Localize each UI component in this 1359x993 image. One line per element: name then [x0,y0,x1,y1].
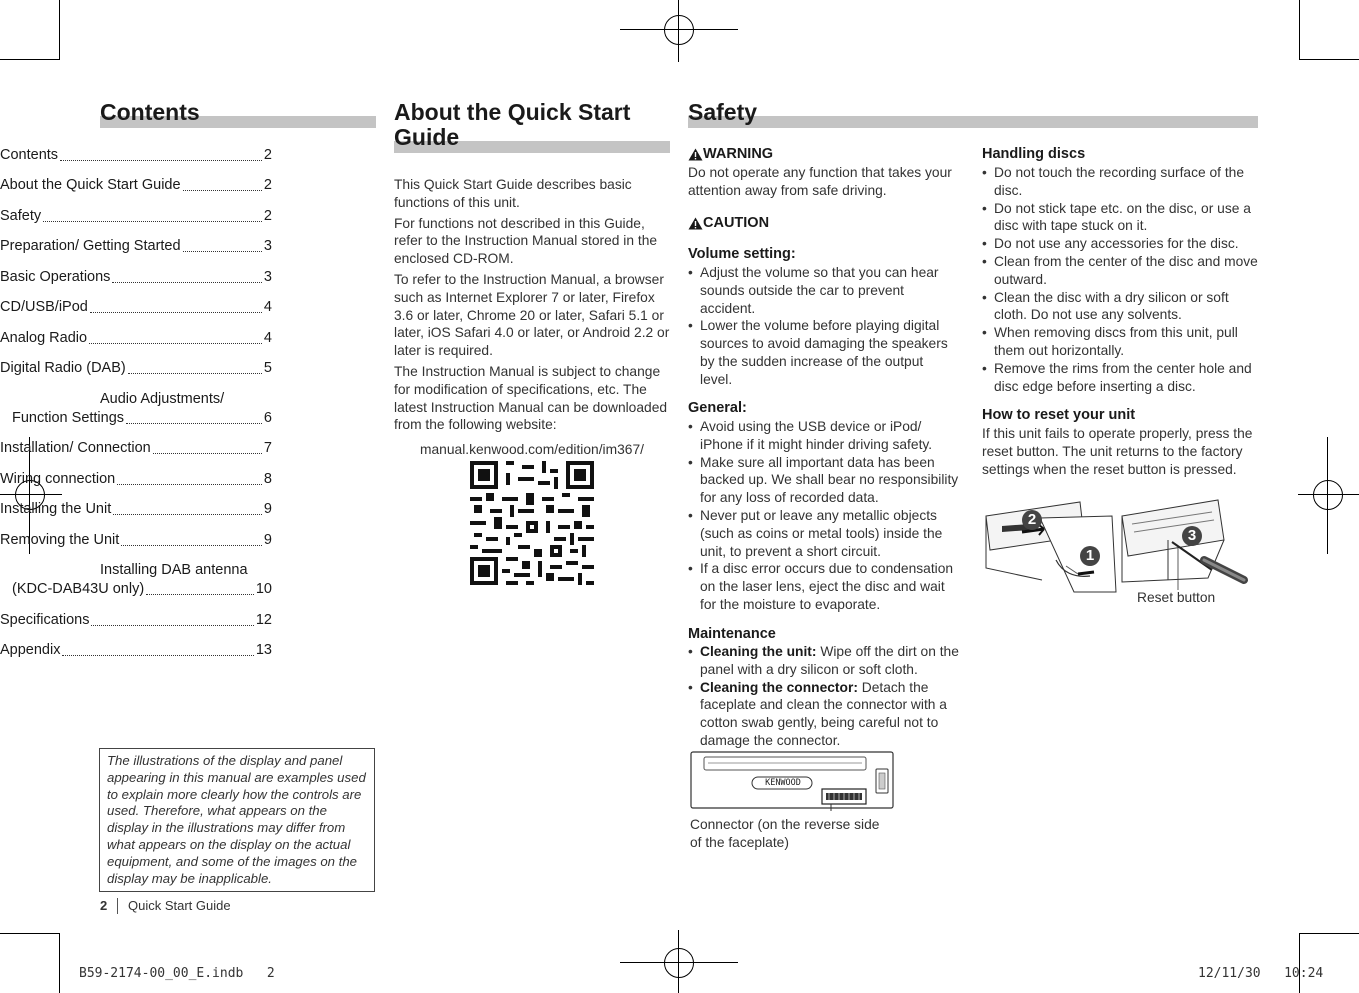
toc-item[interactable]: (KDC-DAB43U only) 10 [12,581,272,597]
toc-item[interactable]: About the Quick Start Guide 2 [0,177,272,193]
toc-item-title-line: Audio Adjustments/ [100,391,225,407]
toc-item[interactable]: Specifications 12 [0,612,272,628]
toc-item[interactable]: Analog Radio 4 [0,330,272,346]
volume-heading: Volume setting: [688,246,796,262]
about-paragraph: To refer to the Instruction Manual, a browser such as Internet Explorer 7 or later, Firefox 3.6 or later, Chrome 20 or later, Safari 5.1 or later, iOS Safari 4.0 or later, or Android 2.2 or later is required. [394,271,670,359]
reset-illustration [982,496,1252,596]
connector-caption: Connector (on the reverse side of the faceplate) [690,817,880,850]
step-badge: 2 [1022,510,1042,530]
list-item: • Clean from the center of the disc and move outward. [982,253,1258,289]
warning-icon [688,217,703,230]
manual-url[interactable]: manual.kenwood.com/edition/im367/ [420,442,644,457]
list-item: • Clean the disc with a dry silicon or soft cloth. Do not use any solvents. [982,289,1258,325]
maintenance-list [688,643,960,750]
toc-item[interactable]: Wiring connection 8 [0,471,272,487]
about-body [394,176,672,437]
list-item: • Make sure all important data has been backed up. We shall bear no responsibility for any loss of recorded data. [688,454,964,507]
crop-mark [59,933,60,993]
step-badge: 1 [1080,546,1100,566]
discs-list [982,164,1258,395]
list-item: • Remove the rims from the center hole and disc edge before inserting a disc. [982,360,1258,396]
about-paragraph: For functions not described in this Guide, refer to the Instruction Manual stored in the enclosed CD-ROM. [394,215,658,267]
list-item: • Cleaning the connector: Detach the faceplate and clean the connector with a cotton swab gently, being careful not to damage the connector. [688,679,960,750]
toc-item[interactable]: CD/USB/iPod 4 [0,299,272,315]
list-item: • When removing discs from this unit, pull them out horizontally. [982,324,1258,360]
crop-mark [1299,933,1359,934]
toc-item[interactable]: Installing the Unit 9 [0,501,272,517]
page-number: 2 [100,898,108,913]
toc-item[interactable]: Basic Operations 3 [0,269,272,285]
qr-code-icon[interactable] [470,461,594,585]
list-item: • Never put or leave any metallic objects (such as coins or metal tools) inside the unit, to prevent a short circuit. [688,507,964,560]
about-paragraph: This Quick Start Guide describes basic functions of this unit. [394,177,632,210]
general-heading: General: [688,400,747,416]
general-list [688,418,964,614]
maintenance-heading: Maintenance [688,626,776,642]
reset-heading: How to reset your unit [982,407,1136,423]
list-item: • Adjust the volume so that you can hear sounds outside the car to prevent accident. [688,264,958,317]
faceplate-illustration [690,751,895,811]
print-date: 12/11/30 10:24 [1198,966,1324,981]
list-item: • Cleaning the unit: Wipe off the dirt on the panel with a dry silicon or soft cloth. [688,643,960,679]
about-heading: About the Quick Start Guide [394,99,631,150]
footer-guide: Quick Start Guide [128,898,231,913]
toc-item[interactable]: Preparation/ Getting Started 3 [0,238,272,254]
crop-mark [1299,0,1300,60]
warning-text: Do not operate any function that takes your attention away from safe driving. [688,165,952,198]
about-paragraph: The Instruction Manual is subject to change for modification of specifications, etc. The latest Instruction Manual can be downloaded from the following website: [394,363,668,433]
file-name: B59-2174-00_00_E.indb 2 [79,966,275,981]
list-item: • Do not touch the recording surface of the disc. [982,164,1258,200]
footer-divider [117,898,118,914]
list-item: • If a disc error occurs due to condensation on the laser lens, eject the disc and wait for the moisture to evaporate. [688,560,964,613]
warning-icon [688,148,703,161]
list-item: • Avoid using the USB device or iPod/ iPhone if it might hinder driving safety. [688,418,964,454]
warning-heading: WARNING [688,146,773,162]
heading-bar [688,116,1258,128]
toc-item-title-line: Installing DAB antenna [100,562,248,578]
safety-heading: Safety [688,99,758,125]
toc-item[interactable]: Safety 2 [0,208,272,224]
volume-list [688,264,958,389]
reset-button-caption: Reset button [1137,590,1216,605]
crop-mark [1299,933,1300,993]
toc-item[interactable]: Function Settings 6 [12,410,272,426]
list-item: • Do not stick tape etc. on the disc, or use a disc with tape stuck on it. [982,200,1258,236]
brand-logo: KENWOOD [765,778,801,788]
toc-item[interactable]: Appendix 13 [0,642,272,658]
list-item: • Do not use any accessories for the disc. [982,235,1258,253]
reset-text: If this unit fails to operate properly, press the reset button. The unit returns to the factory settings when the reset button is pressed. [982,426,1253,477]
step-badge: 3 [1182,526,1202,546]
crop-mark [0,59,60,60]
list-item: • Lower the volume before playing digital sources to avoid damaging the speakers by the sudden increase of the output level. [688,317,958,388]
toc-item[interactable]: Contents 2 [0,147,272,163]
crop-mark [0,933,60,934]
toc-item[interactable]: Installation/ Connection 7 [0,440,272,456]
crop-mark [1299,59,1359,60]
crop-mark [59,0,60,60]
toc-item[interactable]: Digital Radio (DAB) 5 [0,360,272,376]
toc-item[interactable]: Removing the Unit 9 [0,532,272,548]
caution-heading: CAUTION [688,215,769,231]
illustration-note: The illustrations of the display and panel appearing in this manual are examples used to explain more clearly how the controls are used. Therefore, what appears on the display in the illustrations may differ from what appears on the display on the actual equipment, and some of the images on the display may be inapplicable. [99,748,375,892]
discs-heading: Handling discs [982,146,1086,162]
contents-heading: Contents [100,99,200,125]
